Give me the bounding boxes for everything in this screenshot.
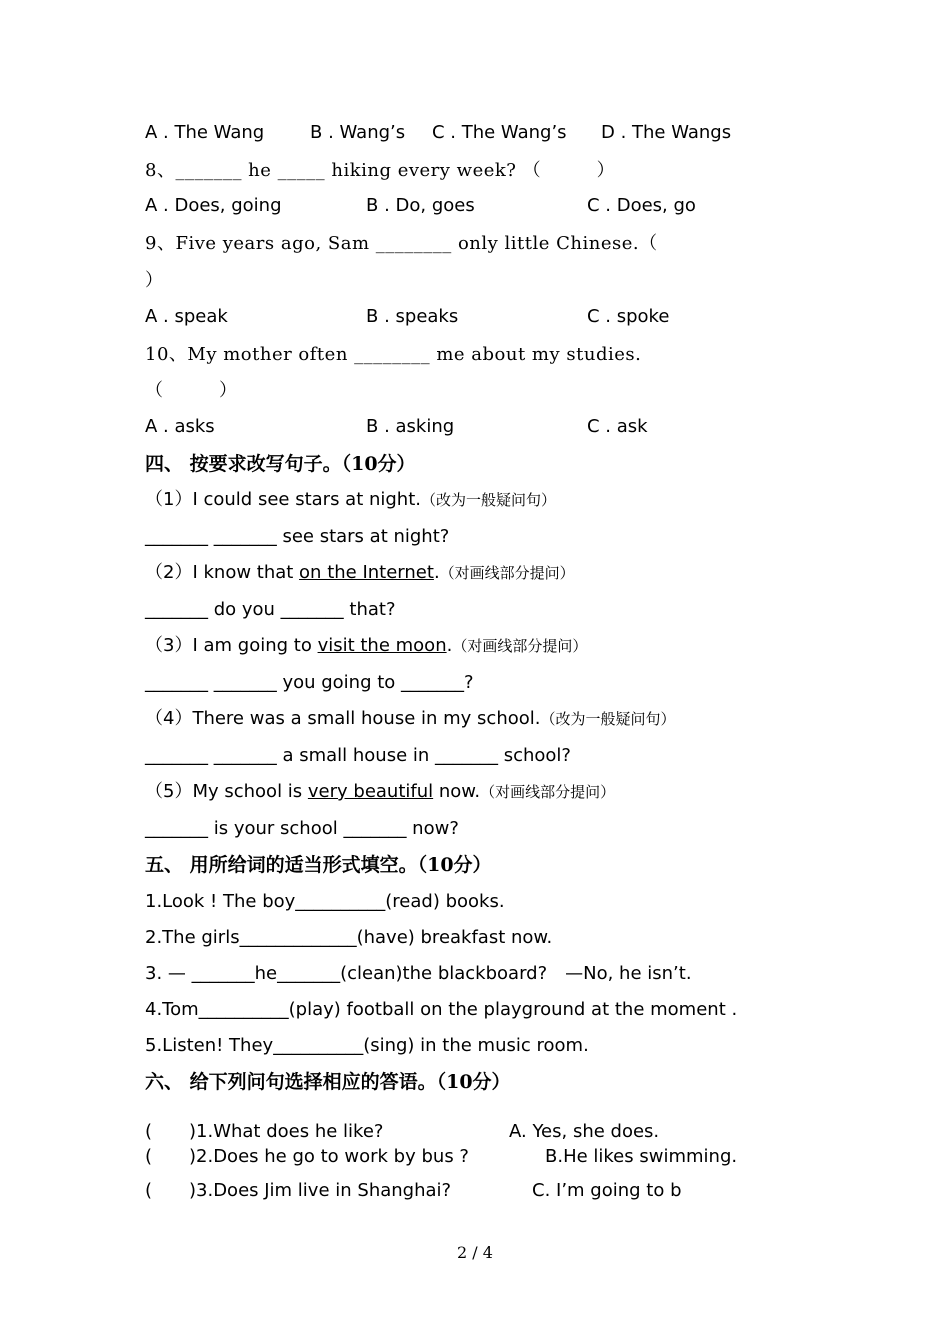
s4-item-text: I know that xyxy=(192,562,300,583)
q8-option-c: C . Does, go xyxy=(587,195,696,216)
s6-answer-a: A. Yes, she does. xyxy=(509,1121,660,1142)
section5-heading: 五、 用所给词的适当形式填空。（10分） xyxy=(145,854,492,876)
s6-paren-2: ( xyxy=(145,1146,153,1167)
section6-heading: 六、 给下列问句选择相应的答语。（10分） xyxy=(145,1071,511,1093)
s4-item-text-end: now. xyxy=(433,781,481,802)
s4-item-instruction: （改为一般疑问句） xyxy=(421,491,557,509)
s4-underlined-phrase: visit the moon xyxy=(317,635,447,656)
q9-question: 9、Five years ago, Sam ________ only little Chinese.（ xyxy=(145,233,658,254)
q10-option-a: A . asks xyxy=(145,416,215,437)
q8-question: 8、_______ he _____ hiking every week? （ ） xyxy=(145,160,616,181)
s4-item-number: （3） xyxy=(145,635,193,656)
s4-underlined-phrase: on the Internet xyxy=(299,562,434,583)
s4-item-instruction: （对画线部分提问） xyxy=(439,564,575,582)
q9-option-a: A . speak xyxy=(145,306,228,327)
s6-paren-3: ( xyxy=(145,1180,153,1201)
q8-option-b: B . Do, goes xyxy=(366,195,475,216)
q7-option-c: C . The Wang’s xyxy=(432,122,567,143)
q10-question-cont: （ ） xyxy=(145,380,238,401)
s6-answer-c: C. I’m going to b xyxy=(532,1180,682,1201)
s6-answer-b: B.He likes swimming. xyxy=(545,1146,738,1167)
s6-question-1: )1.What does he like? xyxy=(189,1121,384,1142)
s6-paren-1: ( xyxy=(145,1121,153,1142)
q7-option-a: A . The Wang xyxy=(145,122,265,143)
s4-item-text: I could see stars at night. xyxy=(192,489,421,510)
s4-answer-3: _______ _______ you going to _______? xyxy=(145,672,474,693)
q7-option-d: D . The Wangs xyxy=(601,122,732,143)
q9-option-c: C . spoke xyxy=(587,306,670,327)
q9-question-cont: ） xyxy=(145,270,164,291)
s4-item-text: There was a small house in my school. xyxy=(192,708,541,729)
s4-item-4 xyxy=(145,708,676,730)
s4-item-instruction: （对画线部分提问） xyxy=(480,783,616,801)
s4-item-number: （5） xyxy=(145,781,193,802)
s4-item-number: （4） xyxy=(145,708,193,729)
s5-item-4: 4.Tom__________(play) football on the playground at the moment . xyxy=(145,999,738,1020)
section4-heading: 四、 按要求改写句子。（10分） xyxy=(145,453,416,475)
s4-item-1 xyxy=(145,489,556,511)
s4-item-number: （2） xyxy=(145,562,193,583)
q8-option-a: A . Does, going xyxy=(145,195,282,216)
s4-underlined-phrase: very beautiful xyxy=(307,781,434,802)
s4-item-number: （1） xyxy=(145,489,193,510)
s4-item-2 xyxy=(145,562,575,584)
s4-item-5 xyxy=(145,781,615,803)
s5-item-5: 5.Listen! They__________(sing) in the music room. xyxy=(145,1035,589,1056)
q10-option-b: B . asking xyxy=(366,416,455,437)
s4-item-text: My school is xyxy=(192,781,308,802)
s5-item-3: 3. — _______he_______(clean)the blackboard? —No, he isn’t. xyxy=(145,963,692,984)
s4-answer-5: _______ is your school _______ now? xyxy=(145,818,459,839)
q9-option-b: B . speaks xyxy=(366,306,459,327)
q7-option-b: B . Wang’s xyxy=(310,122,406,143)
s5-item-1: 1.Look ! The boy__________(read) books. xyxy=(145,891,505,912)
page-number: 2 / 4 xyxy=(457,1243,493,1262)
s4-answer-4: _______ _______ a small house in _______ school? xyxy=(145,745,571,766)
s4-item-instruction: （改为一般疑问句） xyxy=(540,710,676,728)
s4-item-3 xyxy=(145,635,587,657)
s4-answer-1: _______ _______ see stars at night? xyxy=(145,526,450,547)
s4-item-instruction: （对画线部分提问） xyxy=(452,637,588,655)
q10-question: 10、My mother often ________ me about my studies. xyxy=(145,344,642,365)
s4-answer-2: _______ do you _______ that? xyxy=(145,599,396,620)
s4-item-text-end: . xyxy=(446,635,453,656)
s4-item-text: I am going to xyxy=(192,635,318,656)
s6-question-3: )3.Does Jim live in Shanghai? xyxy=(189,1180,452,1201)
q10-option-c: C . ask xyxy=(587,416,648,437)
s6-question-2: )2.Does he go to work by bus ? xyxy=(189,1146,469,1167)
s5-item-2: 2.The girls_____________(have) breakfast now. xyxy=(145,927,553,948)
s4-item-text-end: . xyxy=(433,562,440,583)
